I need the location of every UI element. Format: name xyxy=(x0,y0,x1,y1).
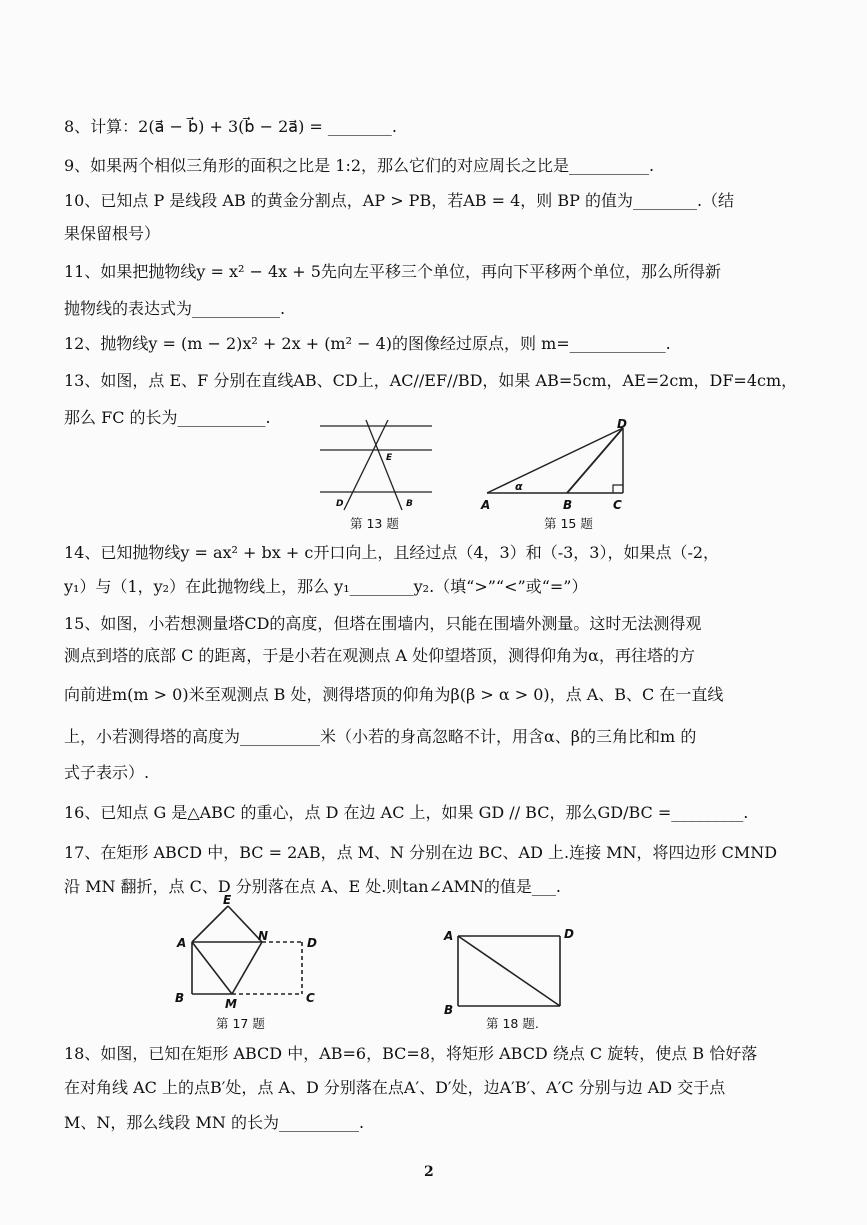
fig17-label-m: M xyxy=(225,997,237,1011)
fig15-label-a: A xyxy=(481,498,491,512)
fig17-label-b: B xyxy=(175,991,185,1005)
fig17-label-d: D xyxy=(307,936,317,950)
q13-line-2: 那么 FC 的长为___________. xyxy=(64,408,271,427)
fig15-label-alpha: α xyxy=(515,480,523,493)
q10-line-2: 果保留根号） xyxy=(64,224,161,243)
fig17-caption: 第 17 题 xyxy=(216,1016,265,1031)
q15-line-5: 式子表示）. xyxy=(64,763,150,782)
fig13-label-b: B xyxy=(406,499,413,509)
fig18-label-b: B xyxy=(444,1003,454,1017)
q15-line-3: 向前进m(m > 0)米至观测点 B 处，测得塔顶的仰角为β(β > α > 0)，点 A、B、C 在一直线 xyxy=(64,685,724,704)
q18-line-2: 在对角线 AC 上的点B′处，点 A、D 分别落在点A′、D′处，边A′B′、A′C 分别与边 AD 交于点 xyxy=(64,1078,726,1097)
fig18-label-a: A xyxy=(444,929,454,943)
fig15-label-c: C xyxy=(613,498,622,512)
figure-13 xyxy=(316,420,436,520)
fig17-label-a: A xyxy=(177,936,187,950)
fig13-label-e: E xyxy=(386,453,393,463)
q15-line-4: 上，小若测得塔的高度为__________米（小若的身高忽略不计，用含α、β的三角比和m 的 xyxy=(64,727,697,746)
q8-line-1: 8、计算：2(a⃗ − b⃗) + 3(b⃗ − 2a⃗) = ________. xyxy=(64,117,398,136)
q15-line-1: 15、如图，小若想测量塔CD的高度，但塔在围墙内，只能在围墙外测量。这时无法测得观 xyxy=(64,614,702,633)
q17-line-2: 沿 MN 翻折，点 C、D 分别落在点 A、E 处.则tan∠AMN的值是___. xyxy=(64,877,561,896)
fig18-caption: 第 18 题. xyxy=(486,1016,539,1031)
q14-line-2: y₁）与（1，y₂）在此抛物线上，那么 y₁________y₂.（填“>”“<”或“=”） xyxy=(64,577,588,596)
q9-line-1: 9、如果两个相似三角形的面积之比是 1:2，那么它们的对应周长之比是__________. xyxy=(64,156,655,175)
fig13-caption: 第 13 题 xyxy=(350,516,399,531)
figure-17 xyxy=(170,890,330,1015)
q16-line-1: 16、已知点 G 是△ABC 的重心，点 D 在边 AC 上，如果 GD // BC，那么GD/BC =_________. xyxy=(64,803,749,822)
fig17-label-c: C xyxy=(306,991,315,1005)
q11-line-2: 抛物线的表达式为___________. xyxy=(64,299,286,318)
fig15-caption: 第 15 题 xyxy=(544,516,593,531)
fig15-label-d: D xyxy=(617,417,627,431)
q15-line-2: 测点到塔的底部 C 的距离，于是小若在观测点 A 处仰望塔顶，测得仰角为α，再往塔的方 xyxy=(64,646,695,665)
q14-line-1: 14、已知抛物线y = ax² + bx + c开口向上，且经过点（4，3）和（-3，3），如果点（-2， xyxy=(64,543,720,562)
fig15-label-b: B xyxy=(563,498,573,512)
fig17-label-e: E xyxy=(223,893,232,907)
figure-18 xyxy=(440,920,590,1020)
q13-line-1: 13、如图，点 E、F 分别在直线AB、CD上，AC//EF//BD，如果 AB=5cm，AE=2cm，DF=4cm， xyxy=(64,371,798,390)
q12-line-1: 12、抛物线y = (m − 2)x² + 2x + (m² − 4)的图像经过原点，则 m=____________. xyxy=(64,334,671,353)
q18-line-3: M、N，那么线段 MN 的长为__________. xyxy=(64,1113,365,1132)
q17-line-1: 17、在矩形 ABCD 中，BC = 2AB，点 M、N 分别在边 BC、AD 上.连接 MN，将四边形 CMND xyxy=(64,843,778,862)
q10-line-1: 10、已知点 P 是线段 AB 的黄金分割点，AP > PB，若AB = 4，则 BP 的值为________.（结 xyxy=(64,191,735,210)
fig17-label-n: N xyxy=(258,929,269,943)
q11-line-1: 11、如果把抛物线y = x² − 4x + 5先向左平移三个单位，再向下平移两个单位，那么所得新 xyxy=(64,262,721,281)
figure-15 xyxy=(475,418,635,518)
fig13-label-d: D xyxy=(336,499,344,509)
page-number: 2 xyxy=(424,1164,434,1180)
q18-line-1: 18、如图，已知在矩形 ABCD 中，AB=6，BC=8，将矩形 ABCD 绕点 C 旋转，使点 B 恰好落 xyxy=(64,1044,758,1063)
fig18-label-d: D xyxy=(564,927,574,941)
